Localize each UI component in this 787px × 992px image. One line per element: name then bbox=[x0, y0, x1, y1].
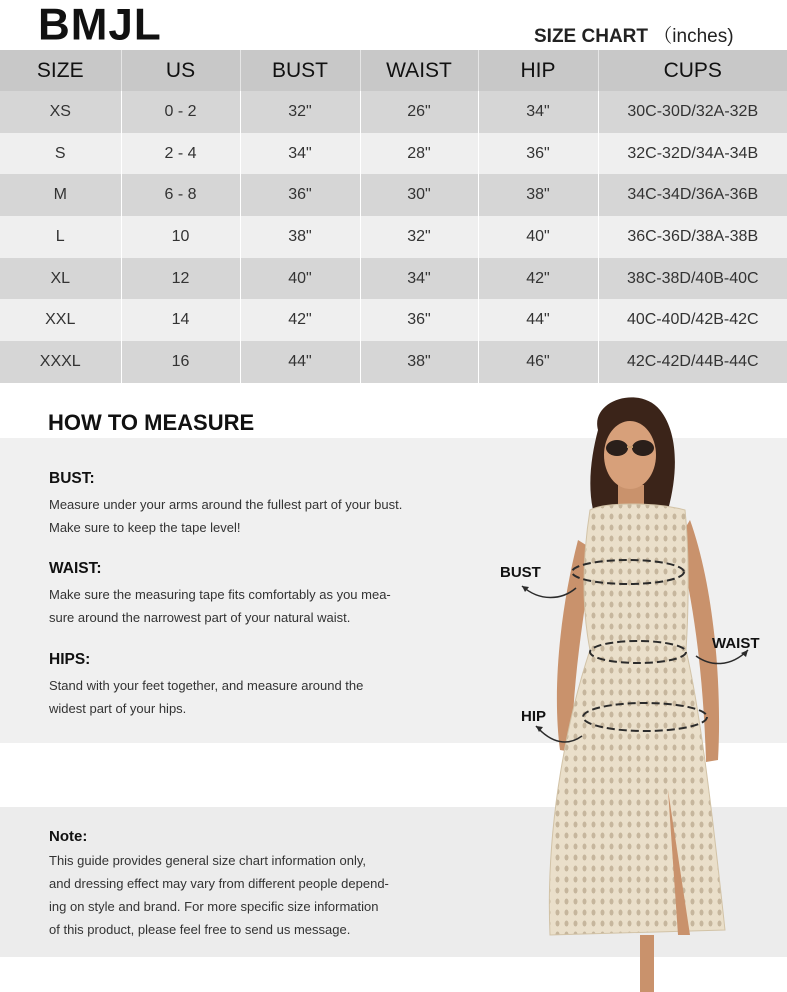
cell-hip: 42" bbox=[478, 258, 598, 300]
note-line: and dressing effect may vary from different people depend- bbox=[49, 876, 389, 891]
cell-cups: 42C-42D/44B-44C bbox=[598, 341, 787, 383]
bust-instructions bbox=[49, 470, 402, 539]
cell-size: XS bbox=[0, 91, 121, 133]
header-us: US bbox=[121, 50, 240, 91]
size-chart-title bbox=[534, 21, 734, 48]
cell-hip: 46" bbox=[478, 341, 598, 383]
cell-waist: 30" bbox=[360, 174, 478, 216]
cell-size: XXL bbox=[0, 299, 121, 341]
bust-line: Make sure to keep the tape level! bbox=[49, 520, 241, 535]
hips-instructions bbox=[49, 651, 363, 720]
cell-bust: 32" bbox=[240, 91, 360, 133]
cell-us: 10 bbox=[121, 216, 240, 258]
cell-us: 16 bbox=[121, 341, 240, 383]
table-row bbox=[0, 258, 787, 300]
cell-bust: 42" bbox=[240, 299, 360, 341]
cell-bust: 34" bbox=[240, 133, 360, 175]
table-row bbox=[0, 299, 787, 341]
cell-us: 14 bbox=[121, 299, 240, 341]
table-header-row bbox=[0, 50, 787, 91]
how-to-measure-title: HOW TO MEASURE bbox=[48, 410, 255, 435]
cell-us: 12 bbox=[121, 258, 240, 300]
table-row bbox=[0, 216, 787, 258]
cell-cups: 38C-38D/40B-40C bbox=[598, 258, 787, 300]
cell-cups: 32C-32D/34A-34B bbox=[598, 133, 787, 175]
cell-waist: 32" bbox=[360, 216, 478, 258]
size-chart-unit: （inches) bbox=[653, 26, 734, 47]
cell-us: 2 - 4 bbox=[121, 133, 240, 175]
cell-waist: 36" bbox=[360, 299, 478, 341]
cell-hip: 40" bbox=[478, 216, 598, 258]
cell-waist: 28" bbox=[360, 133, 478, 175]
bust-line: Measure under your arms around the fullest part of your bust. bbox=[49, 497, 403, 512]
leg-shape bbox=[640, 935, 654, 992]
header-waist: WAIST bbox=[360, 50, 478, 91]
bust-label: BUST: bbox=[49, 470, 95, 487]
cell-us: 0 - 2 bbox=[121, 91, 240, 133]
hips-line: Stand with your feet together, and measure around the bbox=[49, 678, 364, 693]
cell-cups: 36C-36D/38A-38B bbox=[598, 216, 787, 258]
hip-callout: HIP bbox=[521, 708, 547, 725]
table-row bbox=[0, 91, 787, 133]
note-line: ing on style and brand. For more specific size information bbox=[49, 899, 379, 914]
cell-bust: 40" bbox=[240, 258, 360, 300]
note-line: of this product, please feel free to send us message. bbox=[49, 922, 351, 937]
header-cups: CUPS bbox=[598, 50, 787, 91]
brand-logo: BMJL bbox=[38, 0, 162, 50]
cell-size: L bbox=[0, 216, 121, 258]
cell-us: 6 - 8 bbox=[121, 174, 240, 216]
cell-size: S bbox=[0, 133, 121, 175]
size-chart-table bbox=[0, 50, 787, 383]
cell-cups: 34C-34D/36A-36B bbox=[598, 174, 787, 216]
table-row bbox=[0, 174, 787, 216]
cell-hip: 38" bbox=[478, 174, 598, 216]
cell-bust: 44" bbox=[240, 341, 360, 383]
hips-label: HIPS: bbox=[49, 651, 91, 668]
hips-line: widest part of your hips. bbox=[49, 701, 187, 716]
cell-hip: 34" bbox=[478, 91, 598, 133]
cell-bust: 36" bbox=[240, 174, 360, 216]
cell-size: XXXL bbox=[0, 341, 121, 383]
cell-waist: 26" bbox=[360, 91, 478, 133]
cell-waist: 38" bbox=[360, 341, 478, 383]
note-line: This guide provides general size chart information only, bbox=[49, 853, 366, 868]
bust-callout: BUST bbox=[500, 564, 541, 581]
note-block bbox=[49, 828, 389, 941]
waist-callout: WAIST bbox=[712, 635, 760, 652]
cell-size: M bbox=[0, 174, 121, 216]
note-label: Note: bbox=[49, 828, 88, 845]
waist-line: Make sure the measuring tape fits comfortably as you mea- bbox=[49, 587, 391, 602]
header-bust: BUST bbox=[240, 50, 360, 91]
cell-waist: 34" bbox=[360, 258, 478, 300]
cell-size: XL bbox=[0, 258, 121, 300]
table-row bbox=[0, 133, 787, 175]
table-row bbox=[0, 341, 787, 383]
header-size: SIZE bbox=[0, 50, 121, 91]
cell-cups: 30C-30D/32A-32B bbox=[598, 91, 787, 133]
model-figure bbox=[490, 390, 787, 992]
waist-instructions bbox=[49, 560, 391, 629]
waist-line: sure around the narrowest part of your natural waist. bbox=[49, 610, 351, 625]
size-chart-title-text: SIZE CHART bbox=[534, 26, 648, 47]
cell-bust: 38" bbox=[240, 216, 360, 258]
header-hip: HIP bbox=[478, 50, 598, 91]
cell-cups: 40C-40D/42B-42C bbox=[598, 299, 787, 341]
cell-hip: 36" bbox=[478, 133, 598, 175]
waist-label: WAIST: bbox=[49, 560, 102, 577]
cell-hip: 44" bbox=[478, 299, 598, 341]
